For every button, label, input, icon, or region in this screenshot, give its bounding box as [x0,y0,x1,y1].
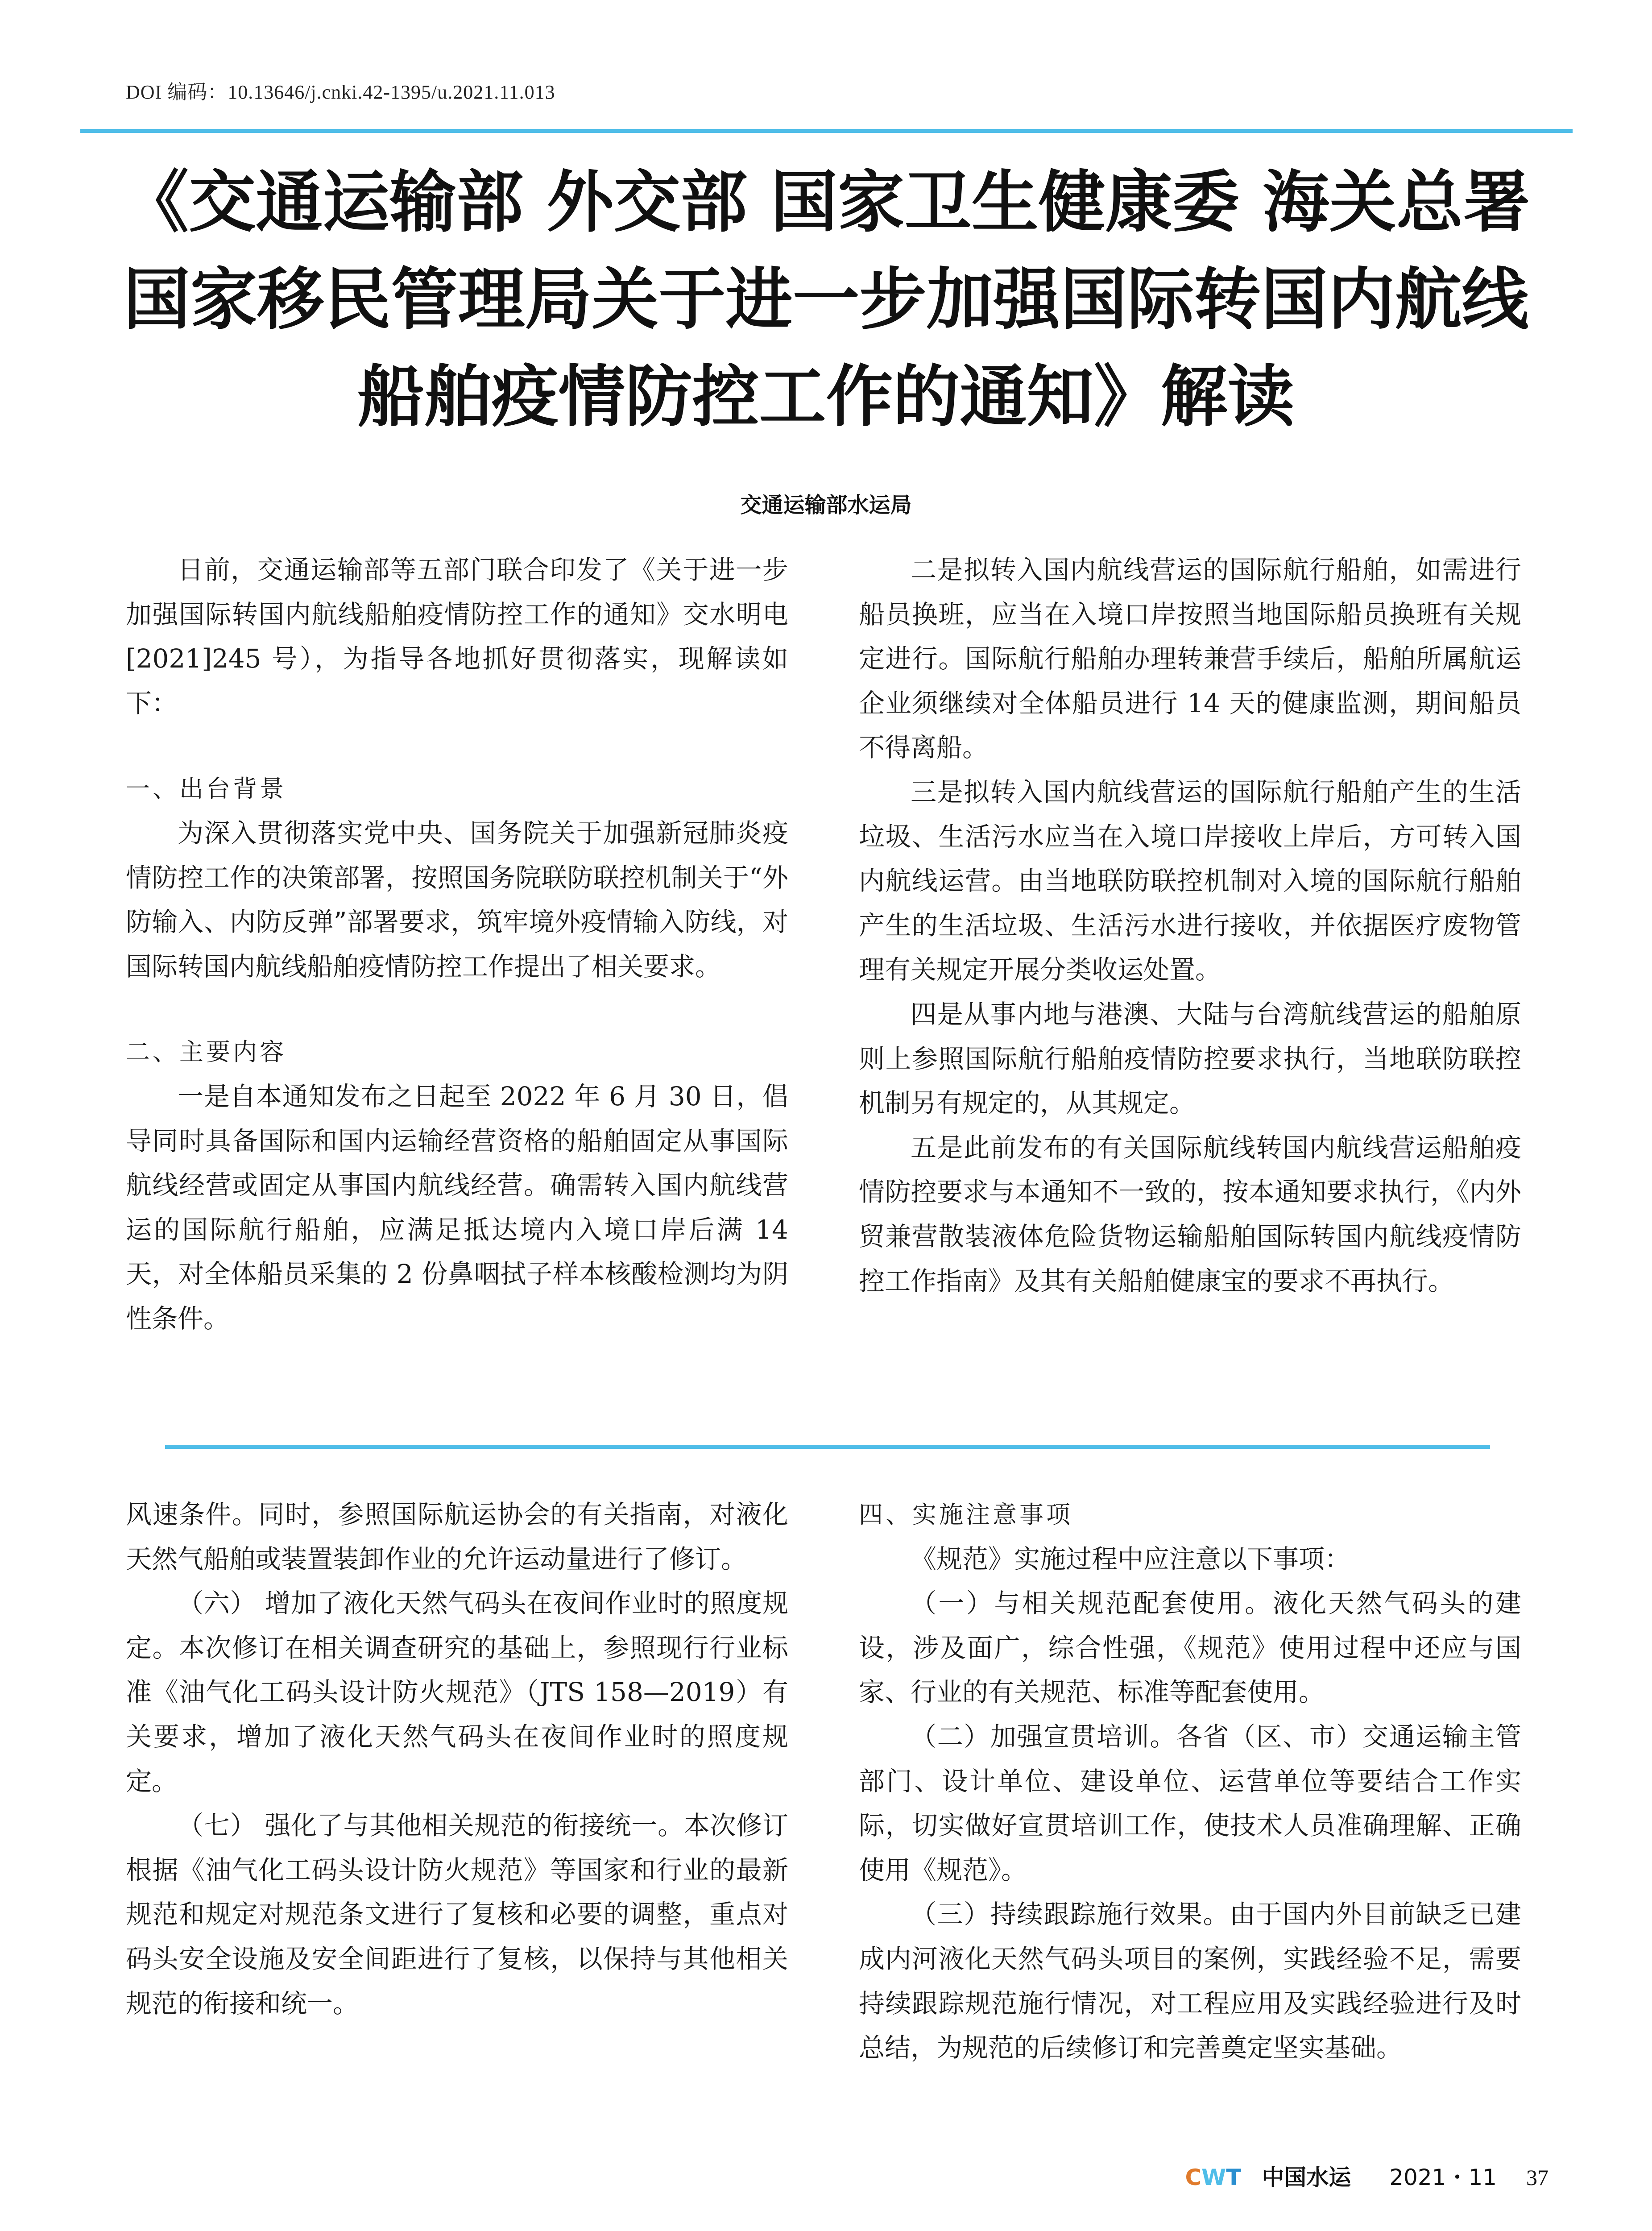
section-heading-background: 一、出台背景 [126,775,286,803]
content-paragraph-5: 五是此前发布的有关国际航线转国内航线营运船舶疫情防控要求与本通知不一致的，按本通知要求执行，《内外贸兼营散装液体危险货物运输船舶国际转国内航线疫情防控工作指南》及其有关船舶健康宝的要求不再执行。 [859,1132,1521,1296]
note-item-3: （三）持续跟踪施行效果。由于国内外目前缺乏已建成内河液化天然气码头项目的案例，实践经验不足，需要持续跟踪规范施行情况，对工程应用及实践经验进行及时总结，为规范的后续修订和完善奠定坚实基础。 [859,1899,1521,2063]
title-line-2: 国家移民管理局关于进一步加强国际转国内航线 [123,261,1529,339]
title-line-3: 船舶疫情防控工作的通知》解读 [357,358,1295,436]
intro-paragraph: 日前，交通运输部等五部门联合印发了《关于进一步加强国际转国内航线船舶疫情防控工作的通知》交水明电 [2021]245 号），为指导各地抓好贯彻落实，现解读如下： [126,555,788,718]
logo-letter-c: C [1185,2165,1202,2190]
content-paragraph-4: 四是从事内地与港澳、大陆与台湾航线营运的船舶原则上参照国际航行船舶疫情防控要求执行，当地联防联控机制另有规定的，从其规定。 [859,999,1521,1119]
continuation-left-column [126,1493,788,2026]
title-line-1: 《交通运输部 外交部 国家卫生健康委 海关总署 [122,164,1530,241]
article-left-column [126,548,788,1341]
page-footer [1185,2160,1548,2192]
article-author: 交通运输部水运局 [740,493,912,518]
note-item-2: （二）加强宣贯培训。各省（区、市）交通运输主管部门、设计单位、建设单位、运营单位等要结合工作实际，切实做好宣贯培训工作，使技术人员准确理解、正确使用《规范》。 [859,1721,1521,1885]
content-paragraph-1: 一是自本通知发布之日起至 2022 年 6 月 30 日，倡导同时具备国际和国内运输经营资格的船舶固定从事国际航线经营或固定从事国内航线经营。确需转入国内航线营运的国际航行船舶，应满足抵达境内入境口岸后满 14 天，对全体船员采集的 2 份鼻咽拭子样本核酸检测均为阴性条件。 [126,1081,788,1334]
logo-letter-w: W [1201,2165,1226,2190]
continuation-right-column [859,1493,1521,2070]
magazine-logo [1185,2165,1241,2190]
continuation-paragraph-7: （七） 强化了与其他相关规范的衔接统一。本次修订根据《油气化工码头设计防火规范》等国家和行业的最新规范和规定对规范条文进行了复核和必要的调整，重点对码头安全设施及安全间距进行了复核，以保持与其他相关规范的衔接和统一。 [126,1810,788,2019]
article-title [89,154,1563,446]
top-divider [80,129,1573,133]
section-divider [165,1445,1490,1449]
magazine-name: 中国水运 [1262,2165,1351,2190]
section-heading-notes: 四、实施注意事项 [859,1501,1073,1529]
continuation-paragraph-0: 风速条件。同时，参照国际航运协会的有关指南，对液化天然气船舶或装置装卸作业的允许运动量进行了修订。 [126,1499,788,1574]
note-item-1: （一）与相关规范配套使用。液化天然气码头的建设，涉及面广，综合性强，《规范》使用过程中还应与国家、行业的有关规范、标准等配套使用。 [859,1588,1521,1708]
continuation-paragraph-6: （六） 增加了液化天然气码头在夜间作业时的照度规定。本次修订在相关调查研究的基础上，参照现行行业标准《油气化工码头设计防火规范》（JTS 158—2019）有关要求，增加了液化天然气码头在夜间作业时的照度规定。 [126,1588,788,1796]
content-paragraph-2: 二是拟转入国内航线营运的国际航行船舶，如需进行船员换班，应当在入境口岸按照当地国际船员换班有关规定进行。国际航行船舶办理转兼营手续后，船舶所属航运企业须继续对全体船员进行 14 天的健康监测，期间船员不得离船。 [859,555,1521,763]
logo-letter-t: T [1226,2165,1242,2190]
doi-line: DOI 编码：10.13646/j.cnki.42-1395/u.2021.11.013 [126,81,555,103]
content-paragraph-3: 三是拟转入国内航线营运的国际航行船舶产生的生活垃圾、生活污水应当在入境口岸接收上岸后，方可转入国内航线运营。由当地联防联控机制对入境的国际航行船舶产生的生活垃圾、生活污水进行接收，并依据医疗废物管理有关规定开展分类收运处置。 [859,776,1521,985]
background-paragraph: 为深入贯彻落实党中央、国务院关于加强新冠肺炎疫情防控工作的决策部署，按照国务院联防联控机制关于“外防输入、内防反弹”部署要求，筑牢境外疫情输入防线，对国际转国内航线船舶疫情防控工作提出了相关要求。 [126,817,788,982]
issue-number: 2021・11 [1389,2165,1497,2190]
section-heading-main-content: 二、主要内容 [126,1038,286,1066]
article-right-column [859,548,1521,1303]
notes-intro: 《规范》实施过程中应注意以下事项： [911,1543,1351,1574]
page-number: 37 [1526,2165,1548,2190]
